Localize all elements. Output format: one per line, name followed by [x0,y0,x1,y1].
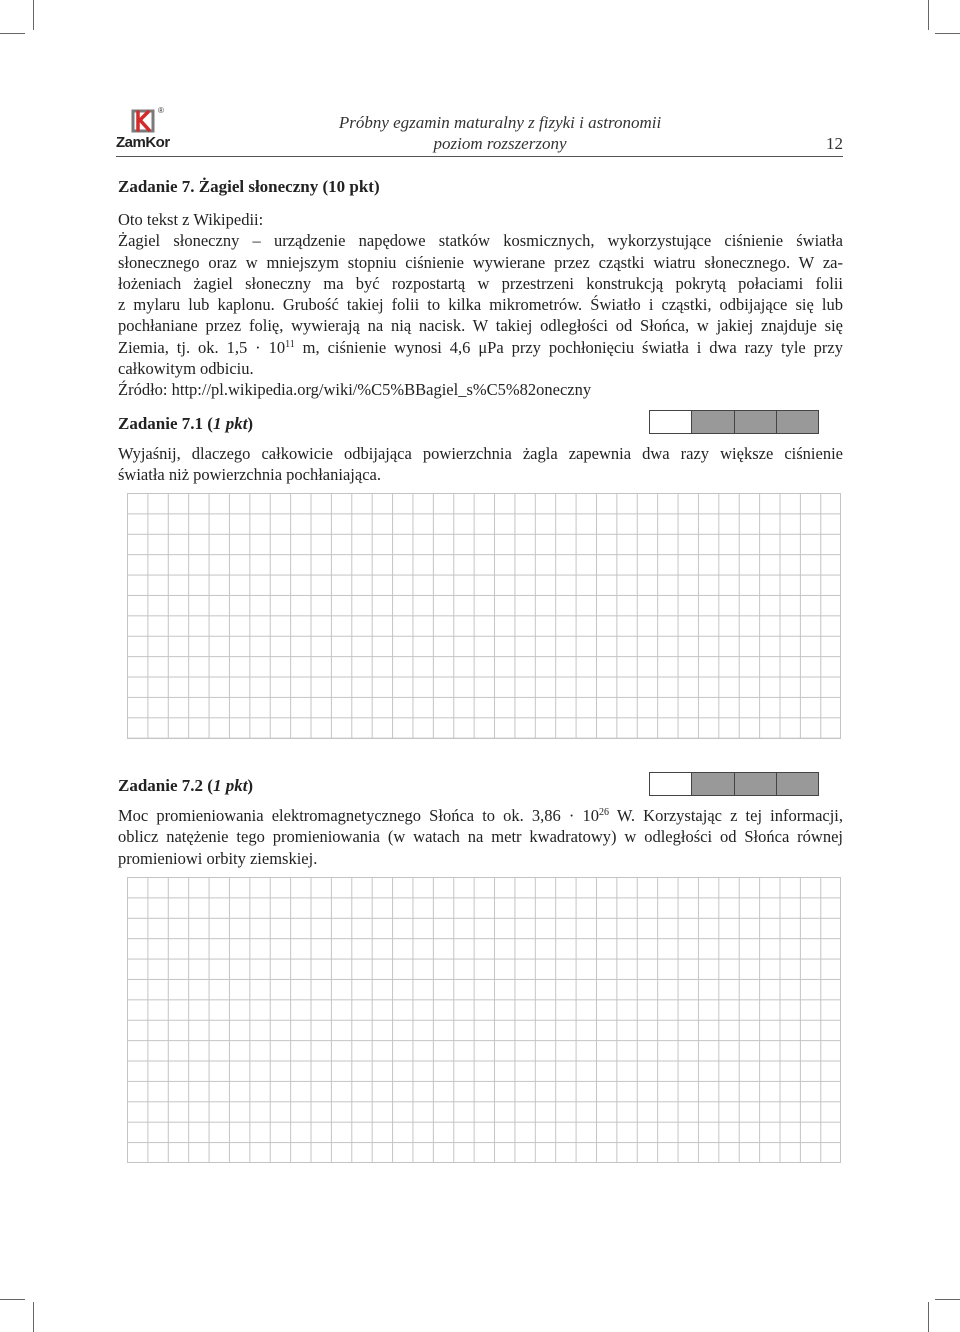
task-text [118,209,843,401]
score-cell [691,411,733,433]
subtask-7-2-text [118,805,843,869]
text-line: łożeniach żagiel słoneczny ma być rozpostartą w przestrzeni konstrukcją pokrytą połaciami folii [118,273,843,293]
logo-registered-mark: ® [158,106,164,115]
source-line: Źródło: http://pl.wikipedia.org/wiki/%C5%BBagiel_s%C5%82oneczny [118,380,592,400]
text-line: całkowitym odbiciu. [118,359,254,379]
text-fragment: Moc promieniowania elektromagnetycznego Słońca to ok. 3,86 · 10 [118,806,600,825]
answer-grid-7-2[interactable] [127,877,841,1163]
subtask-7-2-title: Zadanie 7.2 (1 pkt) [118,776,254,795]
score-cell[interactable] [650,773,691,795]
score-cell [691,773,733,795]
page-number: 12 [826,134,843,153]
text-line: słonecznego oraz w mniejszym stopniu ciśnienie wywierane przez cząstki wiatru słonecznego. W za- [118,252,843,272]
answer-grid-7-1[interactable] [127,493,841,739]
zamkor-logo [116,108,178,154]
crop-mark [928,1302,929,1332]
logo-emblem-icon [130,108,158,134]
crop-mark [935,1299,960,1300]
score-cell [734,773,776,795]
score-box-7-2 [649,772,819,796]
score-cell[interactable] [650,411,691,433]
text-line-with-exponent [118,805,843,826]
text-line-with-exponent [118,337,843,358]
subtask-7-1-title: Zadanie 7.1 (1 pkt) [118,414,254,433]
crop-mark [928,0,929,30]
crop-mark [33,0,34,30]
crop-mark [935,33,960,34]
text-line: Żagiel słoneczny – urządzenie napędowe statków kosmicznych, wykorzystujące ciśnienie światła [118,231,843,251]
text-fragment: W. Korzystając z tej informacji, [609,806,844,825]
score-cell [734,411,776,433]
exam-title: Próbny egzamin maturalny z fizyki i astronomii [338,113,662,132]
logo-wordmark: ZamKor [116,134,170,151]
text-line: światła niż powierzchnia pochłaniająca. [118,465,381,485]
crop-mark [33,1302,34,1332]
text-fragment: Ziemia, tj. ok. 1,5 · 10 [118,337,286,357]
score-box-7-1 [649,410,819,434]
text-line: promieniowi orbity ziemskiej. [118,848,318,868]
text-line: pochłaniane przez folię, wywierają na nią nacisk. W takiej odległości od Słońca, w jakiej znajduje się [118,316,843,336]
crop-mark [0,33,25,34]
text-line: z mylaru lub kaplonu. Grubość takiej folii to kilka mikrometrów. Światło i cząstki, odbijające się lub [118,295,843,315]
exponent: 11 [285,338,295,350]
text-fragment: m, ciśnienie wynosi 4,6 μPa przy pochłonięciu światła i dwa razy tyle przy [294,337,843,357]
text-line: oblicz natężenie tego promieniowania (w watach na metr kwadratowy) w odległości od Słońca równej [118,827,843,847]
exam-level: poziom rozszerzony [433,134,567,153]
crop-mark [0,1299,25,1300]
score-cell [776,773,818,795]
intro-line: Oto tekst z Wikipedii: [118,210,264,229]
score-cell [776,411,818,433]
task-title: Zadanie 7. Żagiel słoneczny (10 pkt) [118,177,380,196]
exponent: 26 [599,807,610,818]
subtask-7-1-text [118,443,843,486]
header-divider [116,156,843,157]
text-line: Wyjaśnij, dlaczego całkowicie odbijająca powierzchnia żagla zapewnia dwa razy większe ciśnienie [118,444,843,463]
